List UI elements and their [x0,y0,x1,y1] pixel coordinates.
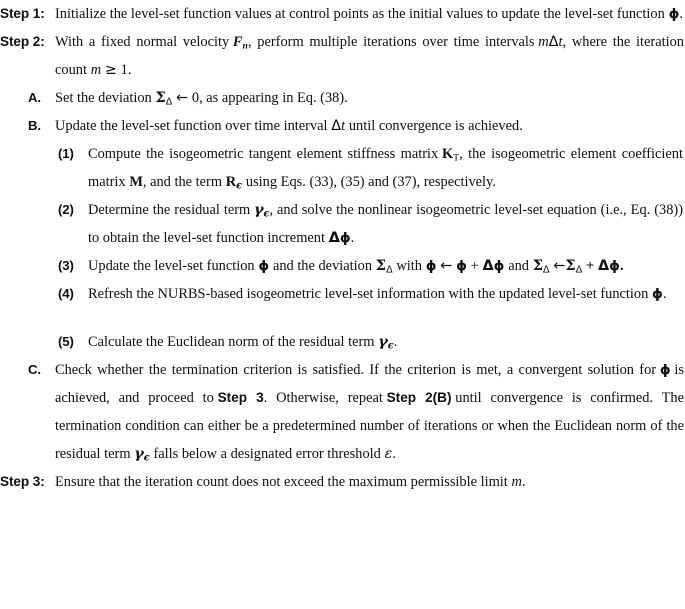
plus-icon-3b: + [586,258,595,274]
phi-symbol-c: ϕ [659,362,671,378]
substep-c-text-part2: is achieved, and proceed to [55,362,684,406]
step-3-row [0,468,685,496]
step-1-text [55,0,685,28]
numbered-4-period: . [662,286,667,302]
deviation-symbol: Σ [155,89,166,106]
numbered-2-period: . [350,230,355,246]
delta-phi-phi-2: ϕ [609,258,620,274]
tangent-stiffness-matrix-symbol: K [441,146,454,162]
delta-phi-delta-2: Δ [597,258,610,274]
step-1-period: . [679,6,683,22]
step-3-text-part1: Ensure that the iteration count does not exceed the maximum permissible limit [55,474,508,490]
numbered-5-text-part1: Calculate the Euclidean norm of the residual term [88,334,375,350]
step-3-period: . [521,474,526,490]
phi-increment-symbol: ϕ [339,230,351,246]
deviation-update-lhs: Σ [532,257,543,274]
time-symbol: t [558,34,563,50]
iteration-count-symbol: m [538,34,549,50]
substep-b-row [0,112,685,140]
deviation-initial-value: 0 [191,90,200,106]
deviation-update-rhs-sub: Δ [575,264,583,276]
iteration-min-value: 1 [120,62,128,78]
residual-matrix-symbol: R [225,174,237,190]
numbered-2-text-part1: Determine the residual term [88,202,251,218]
assign-arrow-icon-3b: ← [553,258,566,274]
delta-symbol-b: Δ [331,118,342,134]
substep-a-text-part1: Set the deviation [55,90,152,106]
time-symbol-b: t [341,118,346,134]
residual-term-subscript: ϵ [263,208,270,220]
step-2-text-part3: , where the iteration count [55,34,685,78]
numbered-1-text [88,140,685,196]
numbered-3-period: . [619,258,624,274]
numbered-1-label: (1) [58,146,74,161]
substep-c-period: . [392,446,396,462]
substep-b-text [55,112,685,140]
numbered-5-row [0,328,685,356]
substep-c-text [55,356,685,468]
numbered-3-text [88,252,685,280]
numbered-3-text-part3: with [396,258,422,274]
step-1-label: Step 1: [0,6,45,21]
step-2-text-part1: With a fixed normal velocity [55,34,230,50]
iteration-count-symbol-2: m [90,62,102,78]
numbered-2-row [0,196,685,252]
assign-arrow-icon: ← [176,90,189,106]
numbered-4-label: (4) [58,286,74,301]
step-2-row [0,28,685,84]
numbered-5-text [88,328,685,356]
velocity-subscript: n [242,40,248,52]
numbered-4-text-part1: Refresh the NURBS-based isogeometric level-set information with the updated level-set function [88,286,649,302]
max-limit-symbol: m [511,474,522,490]
numbered-3-text-part1: Update the level-set function [88,258,255,274]
residual-term-subscript-5: ϵ [387,340,394,352]
greater-equal-icon: ≥ [104,62,117,78]
residual-term-symbol-5: γ [378,333,388,350]
numbered-3-text-part2: and the deviation [272,258,373,274]
tangent-stiffness-subscript: T [453,152,460,164]
step-2-label: Step 2: [0,34,45,49]
numbered-2-text [88,196,685,252]
step-2-text [55,28,685,84]
numbered-1-text-part3: , and the term [142,174,223,190]
residual-term-symbol: γ [253,201,264,218]
substep-c-text-part4: until convergence is confirmed. The termination condition can either be a predetermined number of iterations or when the Euclidean norm of the residual term [55,390,684,462]
numbered-3-label: (3) [58,258,74,273]
deviation-subscript-3: Δ [385,264,393,276]
residual-term-symbol-c: γ [134,445,144,462]
phi-update-lhs: ϕ [425,258,437,274]
substep-c-label: C. [28,362,41,377]
numbered-1-text-part1: Compute the isogeometric tangent element stiffness matrix [88,146,439,162]
numbered-5-period: . [393,334,398,350]
substep-c-row [0,356,685,468]
coefficient-matrix-symbol: M [129,174,143,190]
step-3-label: Step 3: [0,474,45,489]
substep-c-text-part3: . Otherwise, repeat [263,390,383,406]
deviation-symbol-3: Σ [375,257,386,274]
numbered-4-text [88,280,685,308]
residual-matrix-subscript: ϵ [236,180,243,192]
plus-icon-3: + [470,258,479,274]
numbered-2-label: (2) [58,202,74,217]
error-threshold-symbol: ε [384,446,393,462]
step-3-reference: Step 3 [217,390,264,405]
delta-symbol: Δ [548,34,559,50]
numbered-5-label: (5) [58,334,74,349]
delta-phi-delta: Δ [482,258,494,274]
deviation-subscript: Δ [165,96,173,108]
assign-arrow-icon-3: ← [440,258,453,274]
phi-update-rhs: ϕ [456,258,467,274]
substep-b-text-part1: Update the level-set function over time interval [55,118,328,134]
numbered-3-text-part4: and [508,258,529,274]
substep-a-row [0,84,685,112]
deviation-update-rhs: Σ [565,257,576,274]
numbered-4-row [0,280,685,308]
phi-symbol: ϕ [668,6,680,22]
step-2-text-part2: , perform multiple iterations over time intervals [247,34,535,50]
delta-increment-symbol: Δ [328,230,340,246]
step-1-row [0,0,685,28]
delta-phi-phi: ϕ [493,258,505,274]
substep-c-text-part5: falls below a designated error threshold [153,446,381,462]
step-2-period: . [127,62,132,78]
step-3-text [55,468,685,496]
numbered-2-text-part2: , and solve the nonlinear isogeometric level-set equation (i.e., Eq. (38)) to obtain the level-set function increment [88,202,683,246]
numbered-3-row [0,252,685,280]
numbered-1-text-part2: , the isogeometric element coefficient matrix [88,146,684,190]
substep-c-text-part1: Check whether the termination criterion is satisfied. If the criterion is met, a convergent solution for [55,362,657,378]
substep-b-text-part2: until convergence is achieved. [348,118,523,134]
phi-symbol-3: ϕ [258,258,270,274]
substep-a-label: A. [28,90,41,105]
substep-a-text-part2: , as appearing in Eq. (38). [199,90,348,106]
deviation-update-lhs-sub: Δ [542,264,550,276]
substep-a-text [55,84,685,112]
phi-symbol-4: ϕ [652,286,663,302]
residual-term-subscript-c: ϵ [143,452,150,464]
step-2b-reference: Step 2(B) [386,390,452,405]
numbered-1-text-part4: using Eqs. (33), (35) and (37), respectively. [245,174,496,190]
step-1-text-part1: Initialize the level-set function values at control points as the initial values to update the level-set function [55,6,665,22]
substep-b-label: B. [28,118,41,133]
numbered-1-row [0,140,685,196]
velocity-symbol: F [232,34,243,50]
